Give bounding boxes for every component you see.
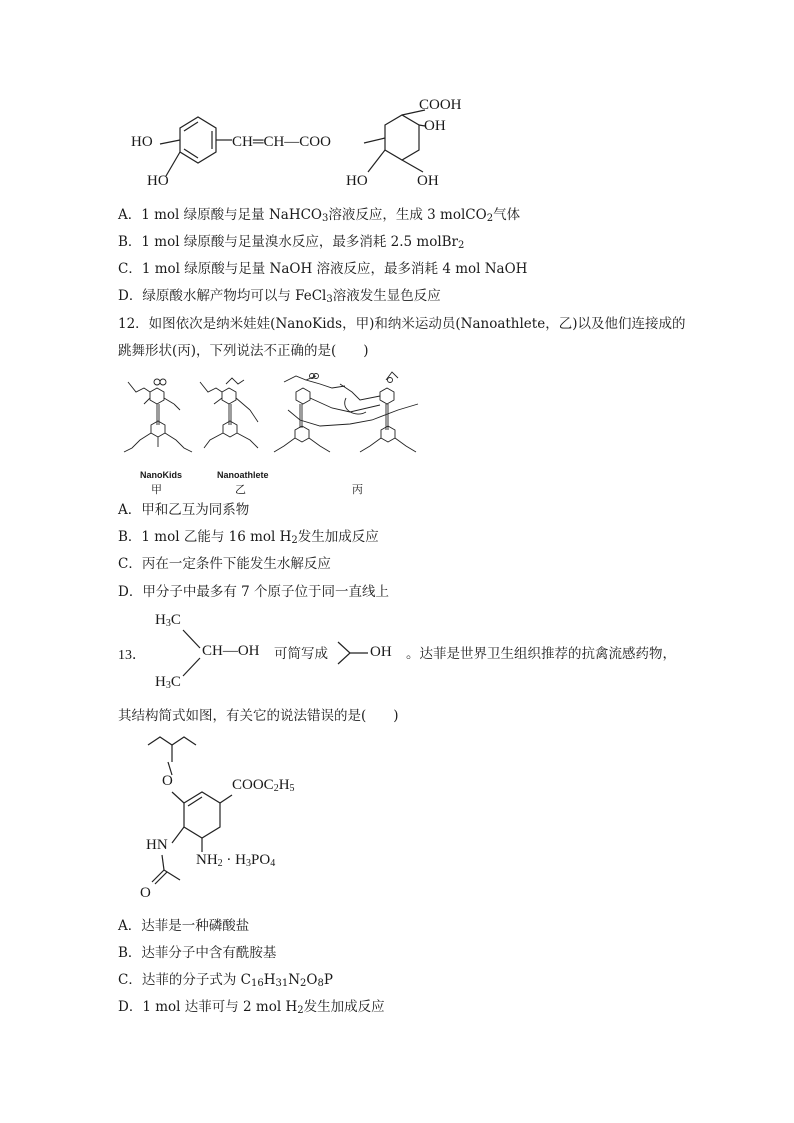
q12-stem-line2: 跳舞形状(丙)，下列说法不正确的是( ) (118, 343, 369, 359)
nanokids-label: NanoKids (140, 470, 183, 480)
h3c-bottom: $H_3C$ (155, 674, 181, 691)
q13-stem-rest: 。达菲是世界卫生组织推荐的抗禽流感药物， (406, 646, 676, 662)
q11-option-b: B．1 mol 绿原酸与足量溴水反应，最多消耗 2.5 molBr$_2$ (118, 234, 465, 251)
jia-label: 甲 (151, 483, 162, 496)
q12-stem-line1: 12．如图依次是纳米娃娃(NanoKids，甲)和纳米运动员(Nanoathlete，乙)以及他们连接成的 (118, 316, 686, 332)
q13-stem-line2: 其结构简式如图，有关它的说法错误的是( ) (118, 708, 399, 724)
carbonyl-oxygen: O (140, 885, 151, 901)
alkene-ester-chain: CH═CH—COO (232, 134, 331, 150)
q12-option-c: C．丙在一定条件下能发生水解反应 (118, 556, 331, 572)
oh-group-ring: OH (417, 173, 439, 189)
can-write-text: 可简写成 (274, 646, 328, 662)
skeletal-oh: OH (370, 644, 392, 660)
q13-number: 13． (118, 648, 146, 663)
q11-option-c: C．1 mol 绿原酸与足量 NaOH 溶液反应，最多消耗 4 mol NaOH (118, 261, 528, 277)
ho-group-left: HO (131, 134, 153, 150)
ester-group: $COOC_2H_5$ (232, 777, 295, 794)
cooh-group: COOH (419, 97, 462, 113)
yi-label: 乙 (235, 483, 246, 496)
q13-option-a: A．达菲是一种磷酸盐 (118, 918, 250, 934)
q12-option-d: D．甲分子中最多有 7 个原子位于同一直线上 (118, 584, 389, 600)
ch-oh-group: CH—OH (202, 643, 260, 659)
ether-oxygen: O (162, 773, 173, 789)
q13-option-c: C．达菲的分子式为 $C_{16}H_{31}N_2O_8P$ (118, 972, 333, 989)
q13-option-d: D．1 mol 达菲可与 2 mol $H_2$发生加成反应 (118, 999, 385, 1016)
q13-option-b: B．达菲分子中含有酰胺基 (118, 945, 277, 961)
amide-nh: HN (146, 837, 168, 853)
phosphate-salt: $NH_2 \cdot H_3PO_4$ (196, 852, 276, 869)
bing-label: 丙 (352, 483, 363, 496)
q12-option-a: A．甲和乙互为同系物 (118, 502, 250, 518)
q11-option-a: A．1 mol 绿原酸与足量 NaHCO$_3$溶液反应，生成 3 molCO$_2$气体 (118, 207, 521, 224)
ho-group-bottom: HO (147, 173, 169, 189)
ho-group-ring: HO (346, 173, 368, 189)
nanoathlete-label: Nanoathlete (217, 470, 269, 480)
h3c-top: $H_3C$ (155, 612, 181, 629)
q11-option-d: D．绿原酸水解产物均可以与 FeCl$_3$溶液发生显色反应 (118, 288, 441, 305)
q12-option-b: B．1 mol 乙能与 16 mol $H_2$发生加成反应 (118, 529, 379, 546)
oh-group-right: OH (424, 118, 446, 134)
